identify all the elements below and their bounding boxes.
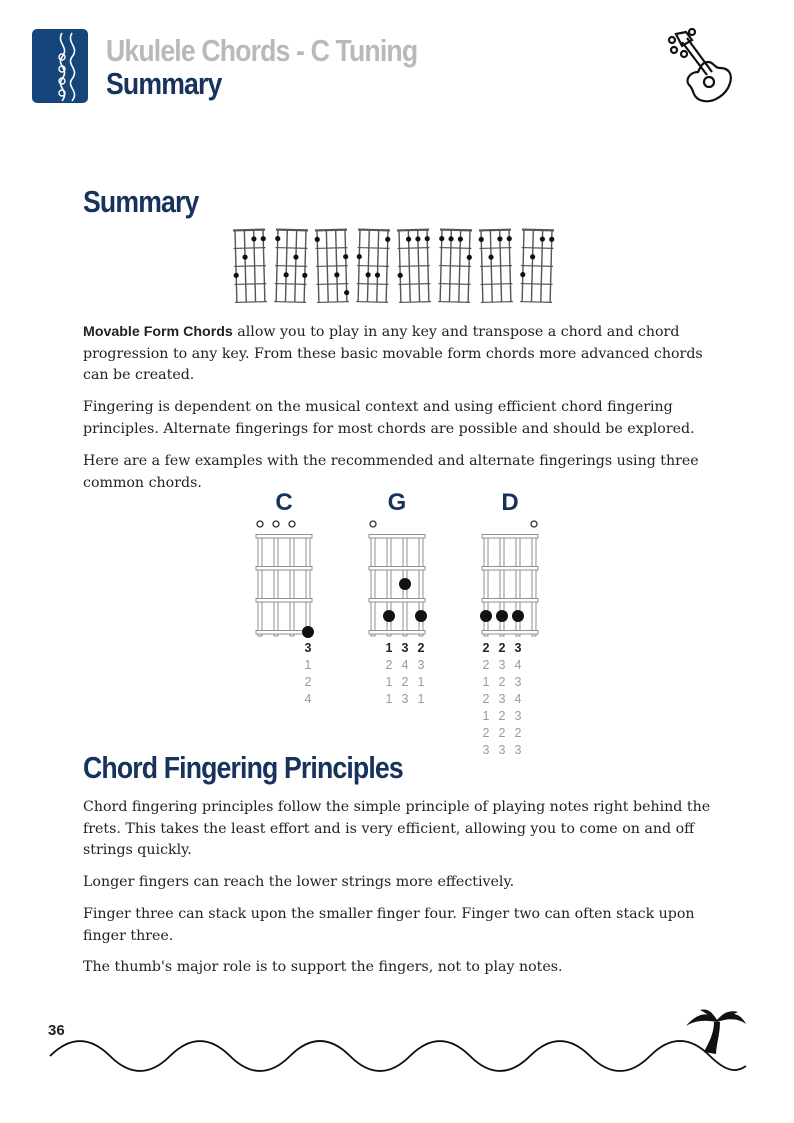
mini-fret	[481, 302, 513, 303]
fret-line	[256, 567, 312, 571]
mini-finger-dot	[448, 236, 453, 241]
mini-fret	[235, 302, 267, 303]
mini-fret	[397, 230, 429, 231]
finger-dot	[399, 578, 411, 590]
movable-form-chords-term: Movable Form Chords	[83, 324, 233, 340]
finger-dot	[415, 610, 427, 622]
alternate-fingering: 2	[401, 675, 409, 689]
paragraph-fingering-context: Fingering is dependent on the musical context and using efficient chord fingering principles. Alternate fingerings for most chords are possible and should be explored.	[83, 399, 695, 437]
mini-finger-dot	[283, 272, 288, 277]
movable-form-chords-strip	[230, 224, 570, 308]
chord-diagram-g	[369, 489, 427, 706]
alternate-fingering: 4	[304, 692, 312, 706]
mini-finger-dot	[406, 236, 411, 241]
mini-finger-dot	[343, 254, 348, 259]
series-logo	[32, 29, 88, 103]
paragraph-examples-intro: Here are a few examples with the recommended and alternate fingerings using three common chords.	[83, 453, 699, 491]
mini-finger-dot	[375, 272, 380, 277]
mini-fret	[276, 248, 308, 249]
mini-finger-dot	[242, 254, 247, 259]
mini-finger-dot	[365, 272, 370, 277]
open-string-marker	[273, 521, 279, 527]
fret-line	[482, 599, 538, 603]
finger-dot	[383, 610, 395, 622]
chord-name-c: C	[275, 489, 293, 516]
mini-fret	[316, 284, 348, 285]
mini-fret	[480, 284, 512, 285]
header-subtitle: Summary	[106, 66, 222, 101]
mini-chord-diagram	[356, 230, 391, 303]
mini-chord-diagram	[274, 230, 309, 303]
string-line	[290, 536, 294, 636]
alternate-fingering: 3	[401, 692, 409, 706]
mini-fret	[440, 248, 472, 249]
primary-fingering: 2	[417, 641, 425, 655]
mini-fret	[399, 302, 431, 303]
mini-fret	[358, 248, 390, 249]
fret-line	[256, 535, 312, 539]
string-line	[258, 536, 262, 636]
open-string-marker	[531, 521, 537, 527]
mini-fret	[317, 302, 349, 303]
mini-fret	[521, 284, 553, 285]
mini-fret	[357, 266, 389, 267]
mini-finger-dot	[540, 236, 545, 241]
mini-fret	[479, 230, 511, 231]
alternate-fingering: 3	[417, 658, 425, 672]
mini-finger-dot	[334, 272, 339, 277]
mini-finger-dot	[275, 236, 280, 241]
string-line	[306, 536, 310, 636]
mini-fret	[356, 302, 388, 303]
finger-dot	[480, 610, 492, 622]
header-title: Ukulele Chords - C Tuning	[106, 33, 418, 68]
alternate-fingering: 1	[482, 709, 490, 723]
mini-finger-dot	[357, 254, 362, 259]
mini-finger-dot	[497, 236, 502, 241]
mini-finger-dot	[479, 237, 484, 242]
mini-fret	[398, 284, 430, 285]
mini-fret	[438, 302, 470, 303]
mini-fret	[397, 248, 429, 249]
paragraph-principle-frets: Chord fingering principles follow the simple principle of playing notes right behind the frets. This takes the least effort and is very efficient, allowing you to come on and off strings quickly.	[83, 799, 711, 858]
fret-line	[256, 599, 312, 603]
alternate-fingering: 2	[498, 709, 506, 723]
alternate-fingering: 1	[482, 675, 490, 689]
open-string-marker	[370, 521, 376, 527]
alternate-fingering: 3	[498, 692, 506, 706]
alternate-fingering: 2	[482, 658, 490, 672]
alternate-fingering: 3	[498, 658, 506, 672]
mini-chord-diagram	[520, 230, 555, 303]
mini-finger-dot	[488, 254, 493, 259]
mini-fret	[315, 248, 347, 249]
mini-finger-dot	[458, 236, 463, 241]
page-number: 36	[48, 1022, 65, 1039]
primary-fingering: 3	[401, 641, 409, 655]
fret-line	[482, 631, 538, 635]
alternate-fingering: 4	[514, 692, 522, 706]
mini-fret	[439, 266, 471, 267]
mini-finger-dot	[507, 236, 512, 241]
paragraph-finger-stacking: Finger three can stack upon the smaller finger four. Finger two can often stack upon finger three.	[83, 906, 695, 944]
mini-fret	[234, 266, 266, 267]
mini-finger-dot	[261, 236, 266, 241]
chord-diagram-d	[480, 489, 538, 757]
alternate-fingering: 2	[514, 726, 522, 740]
mini-finger-dot	[530, 254, 535, 259]
mini-finger-dot	[234, 273, 239, 278]
mini-fret	[233, 248, 265, 249]
string-line	[274, 536, 278, 636]
mini-fret	[274, 302, 306, 303]
alternate-fingering: 1	[417, 692, 425, 706]
paragraph-thumb-role: The thumb's major role is to support the fingers, not to play notes.	[83, 959, 563, 975]
primary-fingering: 1	[385, 641, 393, 655]
alternate-fingering: 4	[514, 658, 522, 672]
palm-tree-icon	[686, 1009, 746, 1054]
alternate-fingering: 2	[385, 658, 393, 672]
mini-fret	[315, 230, 347, 231]
mini-fret	[479, 248, 511, 249]
chord-examples	[240, 486, 560, 758]
alternate-fingering: 2	[498, 726, 506, 740]
summary-heading: Summary	[83, 184, 199, 219]
alternate-fingering: 1	[417, 675, 425, 689]
mini-chord-diagram	[478, 230, 513, 303]
mini-finger-dot	[549, 237, 554, 242]
primary-fingering: 2	[482, 641, 490, 655]
mini-finger-dot	[467, 255, 472, 260]
fret-line	[369, 535, 425, 539]
mini-finger-dot	[315, 237, 320, 242]
alternate-fingering: 3	[498, 743, 506, 757]
mini-chord-diagram	[396, 230, 431, 303]
alternate-fingering: 1	[304, 658, 312, 672]
mini-fret	[275, 284, 307, 285]
paragraph-longer-fingers: Longer fingers can reach the lower strings more effectively.	[83, 874, 515, 890]
alternate-fingering: 1	[385, 675, 393, 689]
mini-fret	[234, 284, 266, 285]
mini-finger-dot	[302, 273, 307, 278]
mini-finger-dot	[344, 290, 349, 295]
alternate-fingering: 3	[482, 743, 490, 757]
mini-fret	[520, 302, 552, 303]
chord-diagram-c	[256, 489, 314, 706]
principles-heading: Chord Fingering Principles	[83, 750, 403, 785]
alternate-fingering: 3	[514, 743, 522, 757]
mini-chord-diagram	[232, 230, 267, 303]
fret-line	[369, 567, 425, 571]
mini-fret	[276, 230, 308, 231]
mini-chord-diagram	[314, 230, 349, 303]
chord-name-g: G	[387, 489, 407, 516]
mini-fret	[522, 248, 554, 249]
string-line	[532, 536, 536, 636]
fret-line	[482, 535, 538, 539]
fret-line	[369, 599, 425, 603]
alternate-fingering: 2	[304, 675, 312, 689]
fret-line	[482, 567, 538, 571]
mini-fret	[522, 230, 554, 231]
mini-fret	[358, 230, 390, 231]
mini-finger-dot	[425, 236, 430, 241]
mini-finger-dot	[385, 237, 390, 242]
mini-fret	[480, 266, 512, 267]
alternate-fingering: 3	[514, 675, 522, 689]
mini-fret	[398, 266, 430, 267]
alternate-fingering: 2	[498, 675, 506, 689]
alternate-fingering: 2	[482, 726, 490, 740]
paragraph-movable-forms-text: allow you to play in any key and transpose a chord and chord progression to any key. From these basic movable form chords more advanced chords can be created.	[83, 324, 703, 383]
mini-fret	[233, 230, 265, 231]
alternate-fingering: 4	[401, 658, 409, 672]
ukulele-icon	[662, 28, 742, 104]
wave-line	[50, 1041, 746, 1071]
open-string-marker	[289, 521, 295, 527]
mini-fret	[316, 266, 348, 267]
mini-finger-dot	[439, 236, 444, 241]
mini-chord-diagram	[438, 230, 473, 303]
mini-finger-dot	[415, 236, 420, 241]
alternate-fingering: 2	[482, 692, 490, 706]
mini-finger-dot	[398, 273, 403, 278]
footer-decoration	[40, 1000, 760, 1080]
mini-finger-dot	[293, 254, 298, 259]
mini-finger-dot	[251, 236, 256, 241]
primary-fingering: 2	[498, 641, 506, 655]
fret-line	[369, 631, 425, 635]
open-string-marker	[257, 521, 263, 527]
finger-dot	[512, 610, 524, 622]
alternate-fingering: 3	[514, 709, 522, 723]
string-line	[371, 536, 375, 636]
mini-fret	[357, 284, 389, 285]
chord-name-d: D	[501, 489, 519, 516]
primary-fingering: 3	[514, 641, 522, 655]
mini-fret	[275, 266, 307, 267]
finger-dot	[302, 626, 314, 638]
mini-fret	[521, 266, 553, 267]
ukulele-neck-icon	[32, 29, 88, 103]
mini-finger-dot	[520, 272, 525, 277]
alternate-fingering: 1	[385, 692, 393, 706]
mini-fret	[439, 284, 471, 285]
primary-fingering: 3	[304, 641, 312, 655]
paragraph-movable-forms	[83, 322, 713, 387]
mini-fret	[440, 230, 472, 231]
finger-dot	[496, 610, 508, 622]
